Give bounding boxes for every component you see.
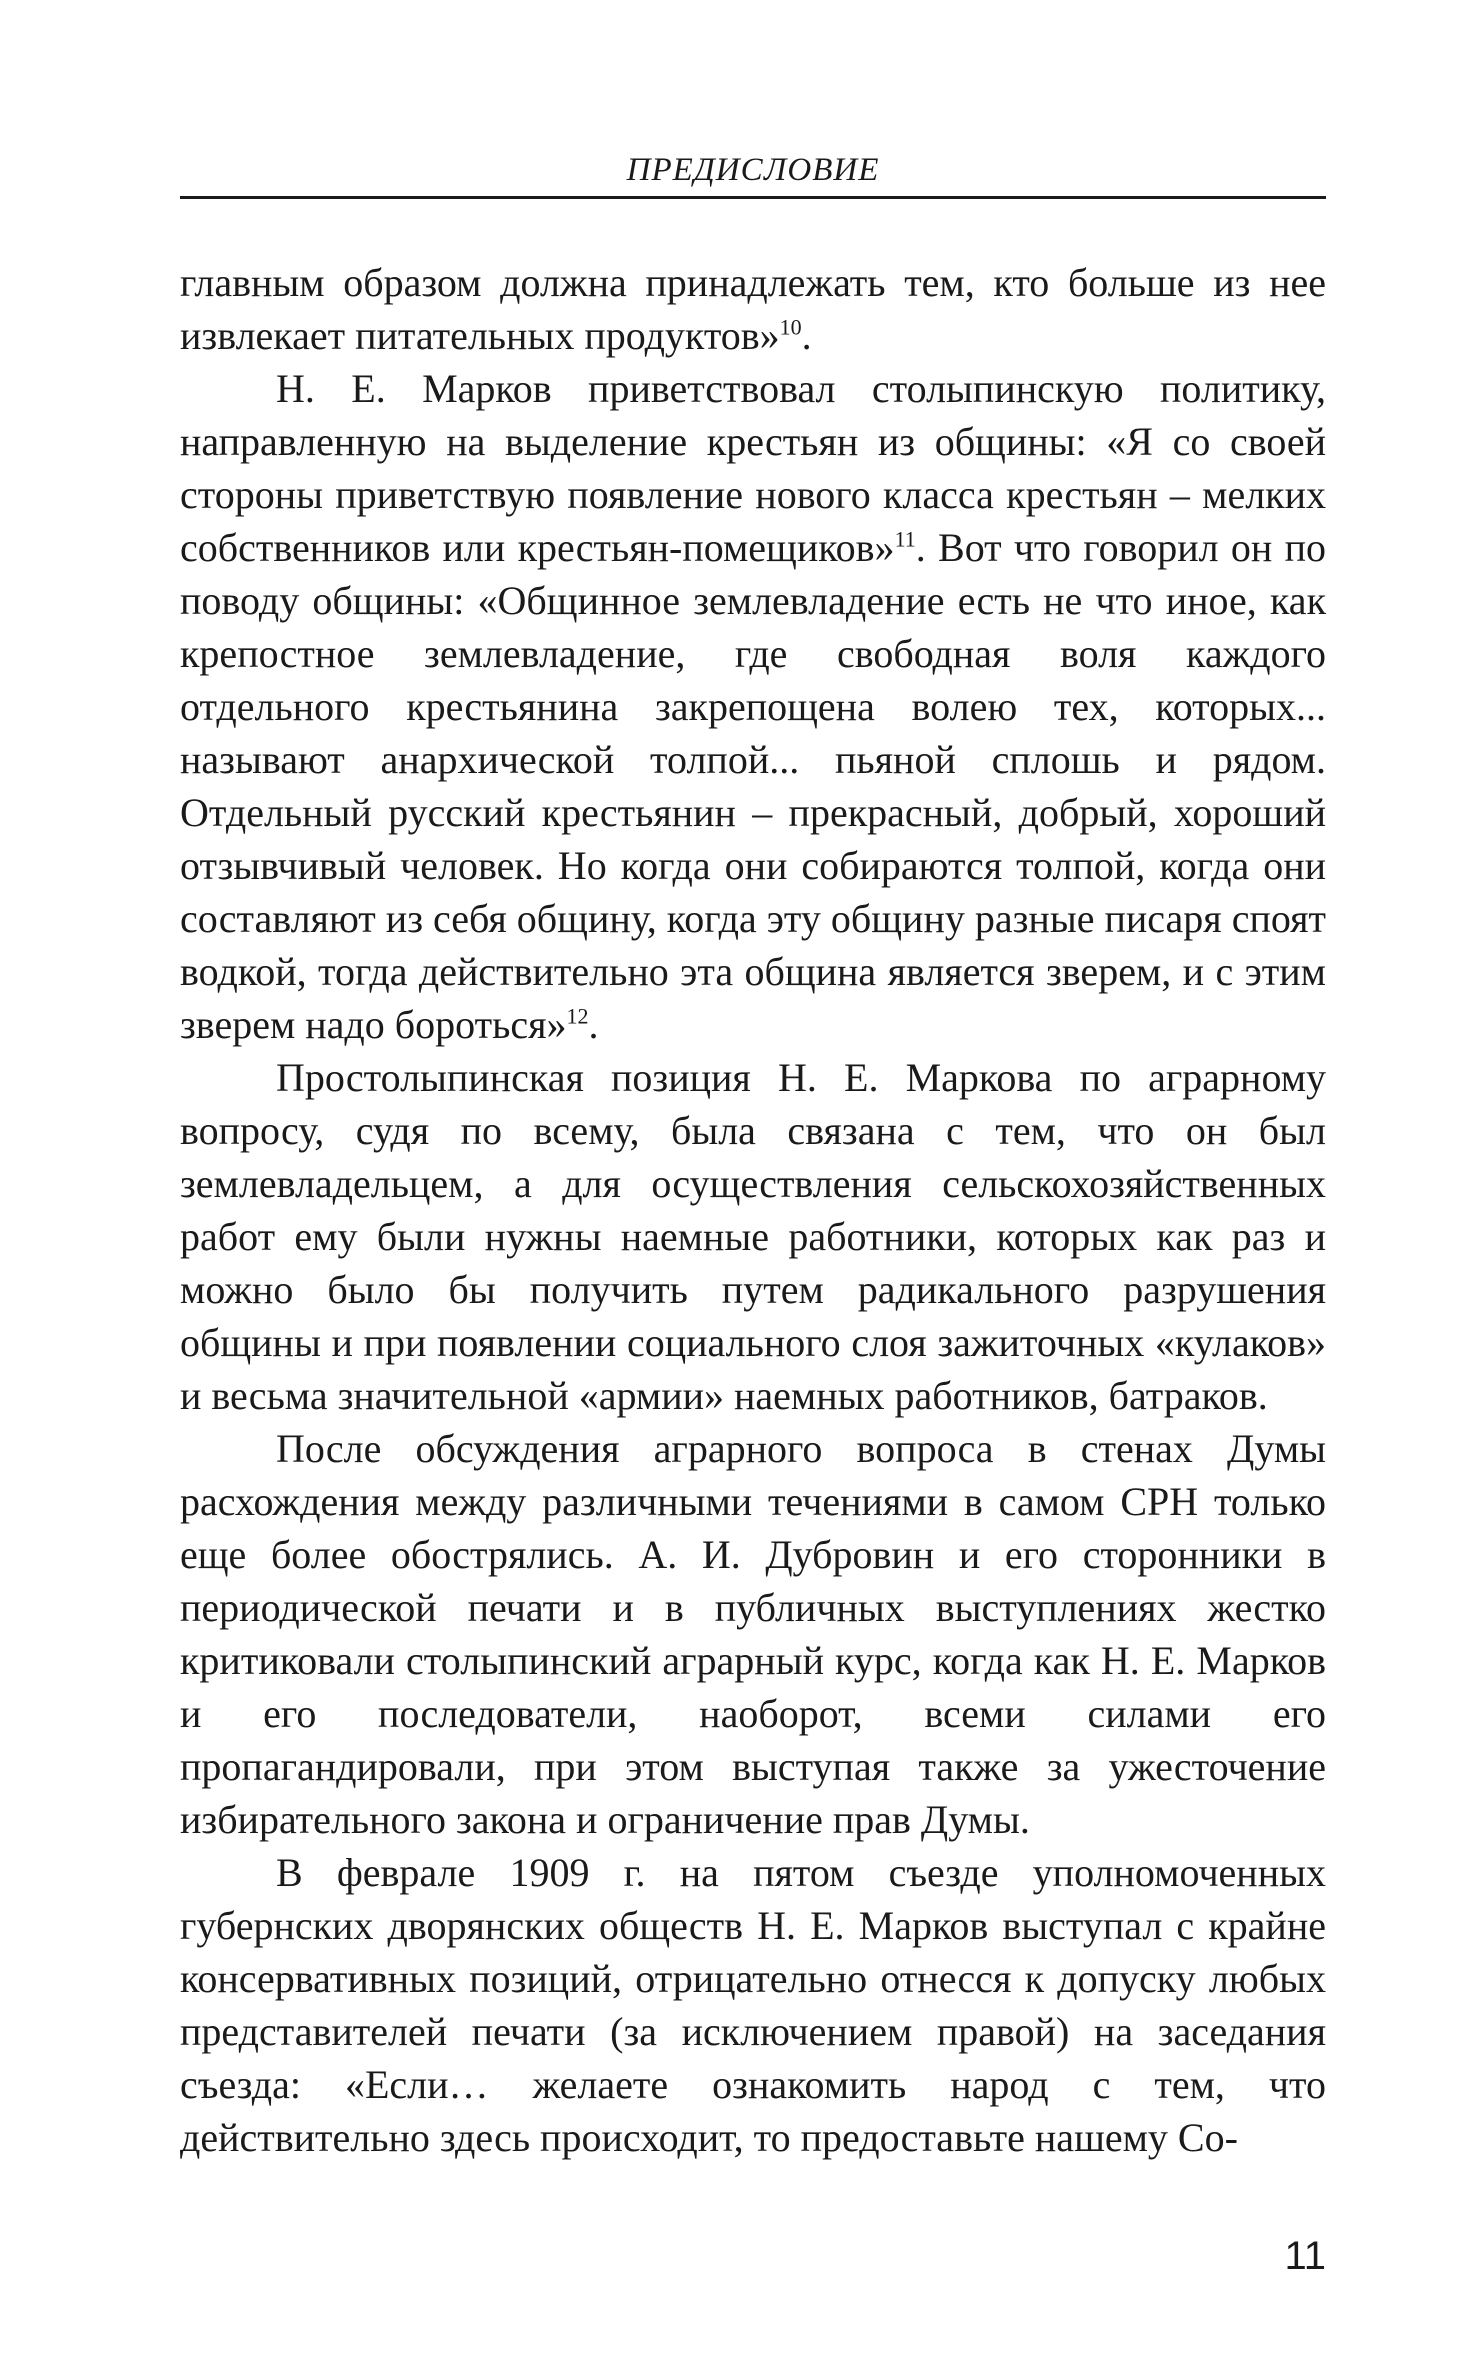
- paragraph-5: [180, 1846, 1326, 2164]
- paragraph-3: [180, 1051, 1326, 1422]
- body-text: [180, 256, 1326, 2164]
- page-number: 11: [1284, 2234, 1326, 2278]
- paragraph-text-tail: .: [801, 313, 812, 358]
- footnote-ref-11: 11: [894, 526, 916, 552]
- paragraph-text-continued: . Вот что говорил он по поводу общины: «Общинное землевладение есть не что иное, как крепостное землевладение, где свободная воля каждого отдельного крестьянина закрепощена волею тех, которых... называют анархической толпой... пьяной сплошь и рядом. Отдельный русский крестьянин – прекрасный, добрый, хороший отзывчивый человек. Но когда они собираются толпой, когда они составляют из себя общину, когда эту общину разные писаря споят водкой, тогда действительно эта община является зверем, и с этим зверем надо бороться»: [180, 525, 1326, 1047]
- paragraph-text: В феврале 1909 г. на пятом съезде уполномоченных губернских дворянских обществ Н. Е. Марков выступал с крайне консервативных позиций, отрицательно отнесся к допуску любых представителей печати (за исключением правой) на заседания съезда: «Если… желаете ознакомить народ с тем, что действительно здесь происходит, то предоставьте нашему Со-: [180, 1850, 1326, 2160]
- paragraph-text: После обсуждения аграрного вопроса в стенах Думы расхождения между различными течениями в самом СРН только еще более обострялись. А. И. Дубровин и его сторонники в периодической печати и в публичных выступлениях жестко критиковали столыпинский аграрный курс, когда как Н. Е. Марков и его последователи, наоборот, всеми силами его пропагандировали, при этом выступая также за ужесточение избирательного закона и ограничение прав Думы.: [180, 1426, 1326, 1842]
- paragraph-4: [180, 1422, 1326, 1846]
- paragraph-1: [180, 256, 1326, 362]
- running-title: ПРЕДИСЛОВИЕ: [626, 152, 880, 188]
- footnote-ref-10: 10: [779, 314, 802, 340]
- header-rule: [180, 196, 1326, 199]
- paragraph-2: [180, 362, 1326, 1051]
- footnote-ref-12: 12: [566, 1003, 589, 1029]
- paragraph-text: Н. Е. Марков приветствовал столыпинскую политику, направленную на выделение крестьян из общины: «Я со своей стороны приветствую появление нового класса крестьян – мелких собственников или крестьян-помещиков»: [180, 366, 1326, 570]
- paragraph-text: главным образом должна принадлежать тем, кто больше из нее извлекает питательных продуктов»: [180, 260, 1326, 358]
- paragraph-text: Простолыпинская позиция Н. Е. Маркова по аграрному вопросу, судя по всему, была связана с тем, что он был землевладельцем, а для осуществления сельскохозяйственных работ ему были нужны наемные работники, которых как раз и можно было бы получить путем радикального разрушения общины и при появлении социального слоя зажиточных «кулаков» и весьма значительной «армии» наемных работников, батраков.: [180, 1055, 1326, 1418]
- paragraph-text-tail: .: [588, 1002, 599, 1047]
